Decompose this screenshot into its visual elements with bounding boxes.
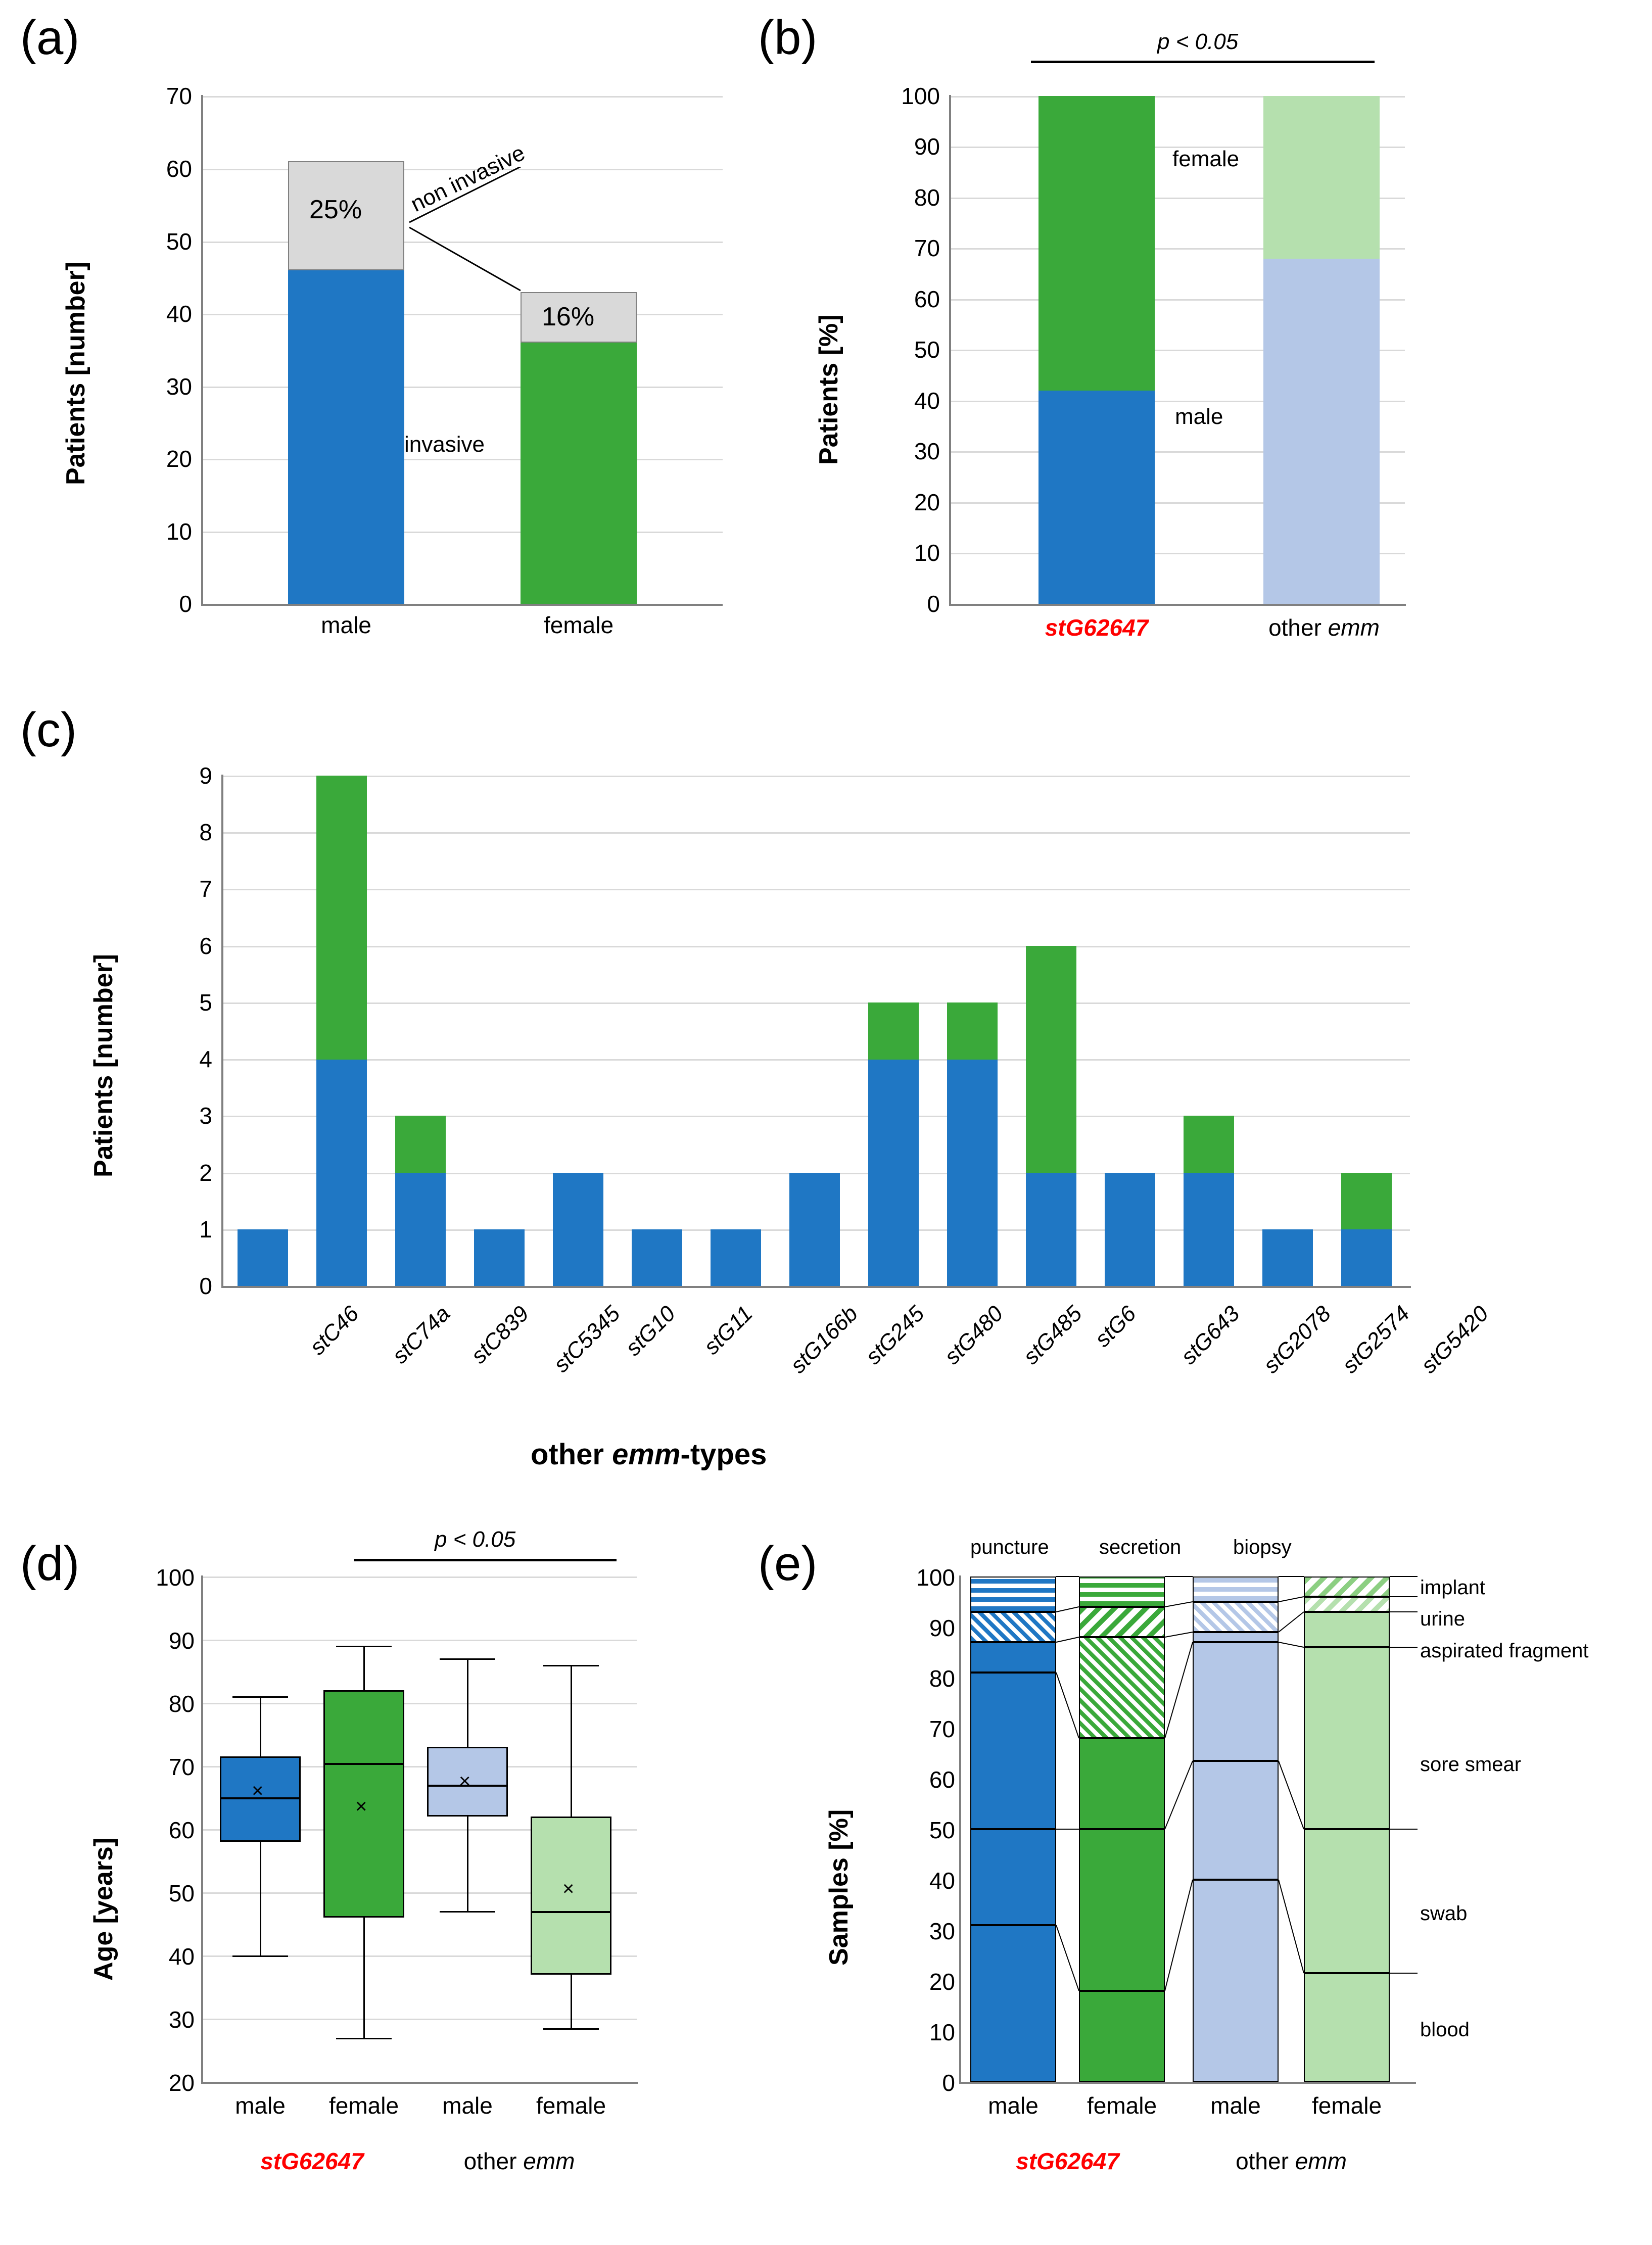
bar-male [1262,1229,1313,1286]
x-cat: stG485 [1018,1301,1087,1369]
right-label-aspirated-fragment: aspirated fragment [1420,1640,1589,1662]
mean-marker: × [355,1795,367,1818]
bar-female-invasive [521,343,637,604]
mean-marker: × [562,1878,575,1900]
right-label-blood: blood [1420,2019,1470,2041]
y-tick: 30 [166,373,192,400]
panel-a-letter: (a) [20,11,80,65]
y-tick: 10 [929,2019,955,2045]
y-tick: 30 [168,2007,195,2033]
whisker-cap-lower [336,2038,392,2039]
y-tick: 20 [166,446,192,472]
right-label-urine: urine [1420,1608,1465,1630]
panel-a-ylabel: Patients [number] [61,261,90,485]
y-tick: 3 [199,1103,212,1129]
y-tick: 0 [179,591,192,617]
median-line [531,1911,611,1913]
significance-bar [354,1559,617,1561]
x-cat-stg62647: stG62647 [1045,614,1149,641]
y-tick: 4 [199,1046,212,1072]
x-cat: stC5345 [549,1301,625,1377]
bar-male [238,1229,288,1286]
x-cat: stG5420 [1416,1301,1493,1378]
x-cat: stG245 [861,1301,929,1369]
gridline [202,1640,637,1641]
whisker-cap-upper [336,1646,392,1647]
bar-male [947,1060,998,1286]
x-cat: stG11 [699,1301,758,1360]
y-tick: 60 [914,286,940,312]
gridline [202,1577,637,1578]
y-tick: 0 [199,1273,212,1299]
y-tick: 100 [901,83,940,109]
gridline [222,1002,1410,1004]
p-value-label: p < 0.05 [1157,29,1239,54]
y-tick: 80 [168,1691,195,1717]
y-tick: 40 [166,301,192,327]
bar-female [868,1002,919,1060]
y-tick: 70 [914,235,940,261]
y-tick: 10 [914,540,940,566]
x-cat: male [235,2092,286,2119]
x-cat: female [1087,2092,1157,2119]
bar-female [395,1116,446,1173]
y-tick: 20 [929,1969,955,1995]
whisker-cap-upper [232,1696,288,1698]
group-label-otheremm: other emm [1236,2148,1347,2174]
x-cat-otheremm: other emm [1268,614,1380,641]
x-cat: male [988,2092,1039,2119]
right-label-swab: swab [1420,1902,1468,1925]
x-cat: stG480 [939,1301,1008,1369]
noninvasive-label: non invasive [407,140,529,217]
bar-male-invasive [288,270,404,604]
x-axis [201,2082,638,2084]
bar-otheremm-female [1263,96,1380,259]
y-tick: 1 [199,1216,212,1243]
y-tick: 20 [168,2070,195,2096]
y-tick: 40 [929,1868,955,1894]
panel-b-ylabel: Patients [%] [814,314,843,465]
y-tick: 60 [929,1766,955,1793]
y-axis [949,95,951,605]
x-axis [221,1286,1411,1288]
whisker-upper [467,1658,468,1747]
x-cat-female: female [543,612,614,638]
bar-male [316,1060,367,1286]
panel-e-letter: (e) [758,1537,818,1591]
y-tick: 5 [199,989,212,1016]
y-tick: 2 [199,1160,212,1186]
group-label-stg62647: stG62647 [1016,2148,1119,2174]
bar-male [1184,1173,1234,1286]
bar-female [1026,946,1076,1173]
panel-d-ylabel: Age [years] [89,1837,118,1981]
whisker-lower [571,1975,572,2028]
x-cat: stG2078 [1258,1301,1336,1378]
y-tick: 60 [168,1817,195,1843]
y-tick: 6 [199,933,212,959]
y-tick: 70 [168,1754,195,1780]
y-tick: 90 [929,1615,955,1641]
gridline [222,832,1410,834]
y-tick: 60 [166,156,192,182]
x-cat: stG643 [1176,1301,1245,1369]
male-label: male [1175,404,1223,429]
x-cat: female [328,2092,399,2119]
panel-c-ylabel: Patients [number] [89,953,118,1177]
y-tick: 0 [927,591,940,617]
bar-female [947,1002,998,1060]
y-tick: 40 [168,1943,195,1970]
category-connectors [960,1571,1466,2087]
x-cat: female [536,2092,606,2119]
x-axis [949,604,1406,606]
bar-stg62647-male [1039,391,1155,604]
y-tick: 30 [914,438,940,464]
y-tick: 50 [168,1880,195,1906]
bar-female [316,776,367,1060]
x-cat: stG166b [785,1301,863,1378]
gridline [202,459,723,460]
gridline [202,96,723,98]
gridline [222,776,1410,777]
y-tick: 9 [199,762,212,789]
y-tick: 50 [914,337,940,363]
y-tick: 90 [914,133,940,160]
group-label-stg62647: stG62647 [260,2148,364,2174]
x-cat: stG6 [1090,1301,1141,1352]
y-tick: 100 [156,1564,195,1591]
panel-d-letter: (d) [20,1537,80,1591]
x-cat: male [442,2092,493,2119]
y-tick: 0 [942,2070,955,2096]
mean-marker: × [252,1780,264,1802]
bar-male [868,1060,919,1286]
whisker-cap-lower [232,1955,288,1957]
y-tick: 7 [199,876,212,902]
gridline [202,387,723,388]
bar-male [474,1229,525,1286]
panel-e-ylabel: Samples [%] [824,1809,854,1966]
y-tick: 40 [914,388,940,414]
mean-marker: × [459,1770,471,1792]
whisker-upper [260,1696,261,1756]
bar-male [395,1173,446,1286]
whisker-upper [571,1665,572,1817]
y-tick: 50 [166,228,192,255]
gridline [202,532,723,533]
y-tick: 80 [914,184,940,211]
bar-female [1184,1116,1234,1173]
right-label-sore-smear: sore smear [1420,1753,1522,1776]
bar-male [1026,1173,1076,1286]
pct-female-label: 16% [542,302,595,331]
gridline [222,1059,1410,1061]
x-cat-male: male [321,612,371,638]
y-axis [201,1575,203,2083]
median-line [323,1763,404,1765]
x-cat: stC74a [387,1301,455,1369]
y-tick: 80 [929,1665,955,1692]
whisker-cap-upper [543,1665,599,1666]
bar-stg62647-female [1039,96,1155,391]
y-tick: 20 [914,489,940,515]
y-tick: 70 [166,83,192,109]
top-label-biopsy: biopsy [1233,1536,1292,1558]
panel-c-letter: (c) [20,703,77,757]
y-axis [201,95,203,605]
y-tick: 70 [929,1716,955,1742]
significance-bar [1031,61,1375,63]
y-tick: 8 [199,819,212,845]
x-cat: stG10 [621,1301,681,1361]
bar-male [789,1173,840,1286]
x-cat: female [1311,2092,1382,2119]
right-label-implant: implant [1420,1577,1485,1599]
invasive-label: invasive [404,432,485,457]
panel-b-letter: (b) [758,11,818,65]
y-tick: 100 [916,1564,955,1591]
x-cat: stC46 [305,1301,364,1360]
female-label: female [1172,147,1240,171]
bar-male [711,1229,761,1286]
x-cat: stG2574 [1337,1301,1414,1378]
y-tick: 30 [929,1918,955,1944]
bar-otheremm-male [1263,259,1380,604]
y-tick: 50 [929,1817,955,1843]
whisker-lower [363,1918,365,2038]
top-label-puncture: puncture [970,1536,1049,1558]
y-axis [221,775,223,1287]
bar-female [1341,1173,1392,1229]
top-label-secretion: secretion [1099,1536,1182,1558]
group-label-otheremm: other emm [463,2148,575,2174]
whisker-lower [467,1817,468,1911]
bar-male [632,1229,682,1286]
whisker-upper [363,1646,365,1690]
whisker-cap-lower [440,1911,495,1913]
pct-male-label: 25% [309,195,362,224]
gridline [222,946,1410,947]
bar-male [1105,1173,1155,1286]
y-tick: 10 [166,518,192,545]
x-cat: stC839 [466,1301,534,1369]
whisker-lower [260,1842,261,1955]
bar-male [553,1173,603,1286]
whisker-cap-upper [440,1658,495,1660]
x-cat: male [1210,2092,1261,2119]
panel-c-xlabel: other emm-types [531,1438,767,1471]
y-tick: 90 [168,1628,195,1654]
gridline [222,889,1410,890]
x-axis [201,604,723,606]
whisker-cap-lower [543,2028,599,2030]
bar-male [1341,1229,1392,1286]
p-value-label: p < 0.05 [435,1527,516,1552]
